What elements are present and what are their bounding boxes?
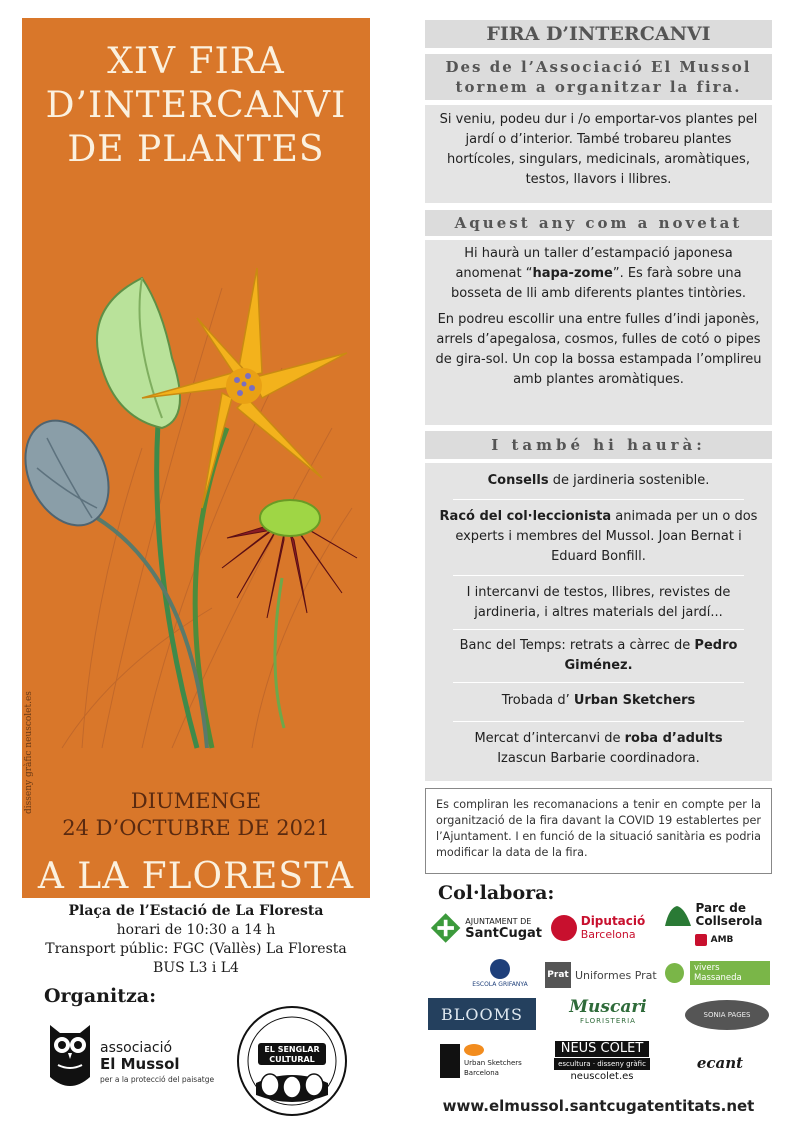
activity-raco: [435, 500, 762, 575]
neus-line-2: escultura · disseny gràfic: [554, 1058, 650, 1070]
header-fira: FIRA D’INTERCANVI: [425, 20, 772, 48]
muscari-logo: [548, 996, 668, 1032]
uniformes-prat-logo: [545, 960, 657, 990]
header-novetat: Aquest any com a novetat: [425, 210, 772, 236]
novetat-box: [425, 240, 772, 425]
poster-title-line-3: DE PLANTES: [67, 129, 325, 170]
poster-date-line-1: DIUMENGE: [130, 789, 262, 813]
activity-urban-text: Trobada d’: [501, 693, 574, 708]
ajuntament-santcugat-logo: [430, 908, 542, 948]
activity-banc-bold: Pedro Giménez.: [564, 638, 738, 673]
mussol-name-line-2: El Mussol: [100, 1055, 180, 1073]
massaneda-label: vivers Massaneda: [690, 961, 770, 985]
urban-sketchers-logo: [440, 1042, 530, 1080]
venue: Plaça de l’Estació de La Floresta: [68, 903, 324, 919]
poster-title-line-1: XIV FIRA: [107, 41, 285, 82]
bus: BUS L3 i L4: [153, 960, 239, 976]
poster: [22, 18, 370, 898]
activity-urban: [435, 683, 762, 721]
massaneda-logo: [665, 962, 770, 984]
amb-icon: [695, 934, 707, 946]
diputacio-line-1: Diputació: [580, 914, 646, 928]
ajuntament-icon: [430, 911, 461, 945]
flowers-illustration: [22, 248, 370, 768]
transport: Transport públic: FGC (Vallès) La Floresta: [45, 941, 347, 957]
prat-badge: Prat: [545, 962, 571, 988]
collserola-line-1: Parc de: [695, 901, 747, 915]
event-info: [22, 902, 370, 978]
muscari-line-2: FLORISTERIA: [580, 1017, 636, 1025]
activity-consells-bold: Consells: [487, 473, 549, 488]
diputacio-line-2: Barcelona: [580, 928, 636, 941]
diputacio-logo: [548, 910, 648, 946]
activity-banc-temps: [435, 630, 762, 682]
activity-mercat-coordinator: Izascun Barbarie coordinadora.: [497, 751, 700, 766]
poster-title-line-2: D’INTERCANVI: [45, 85, 347, 126]
activity-intercanvi: I intercanvi de testos, llibres, revistes de jardineria, i altres materials del jardí...: [466, 585, 731, 620]
novetat-p1-a: Hi haurà un taller d’estampació japonesa anomenat “: [455, 246, 733, 281]
website-link[interactable]: www.elmussol.santcugatentitats.net: [442, 1097, 755, 1115]
poster-date: [22, 788, 370, 842]
escola-label: ESCOLA GRIFANYA: [472, 980, 528, 988]
activity-consells: [435, 469, 762, 499]
senglar-label: [254, 1045, 330, 1065]
activity-mercat-bold: roba d’adults: [624, 731, 723, 746]
header-tambe: I també hi haurà:: [425, 431, 772, 459]
neus-colet-logo: [548, 1040, 656, 1084]
header-mussol: [425, 54, 772, 100]
hours: horari de 10:30 a 14 h: [116, 922, 276, 938]
header-mussol-line-2: tornem a organitzar la fira.: [455, 78, 742, 96]
intro-text: Si veniu, podeu dur i /o emportar-vos plantes pel jardí o d’interior. També trobareu plantes hortícoles, singulars, medicinals, aromàtiques, testos, llavors i llibres.: [439, 112, 758, 187]
novetat-paragraph-1: [435, 244, 762, 304]
design-credit: disseny gràfic neuscolet.es: [24, 691, 34, 815]
blooms-logo: BLOOMS: [428, 998, 536, 1030]
mussol-name-line-1: associació: [100, 1040, 173, 1056]
escola-icon: [490, 959, 510, 979]
activity-consells-text: de jardineria sostenible.: [548, 473, 710, 488]
escola-logo: [465, 955, 535, 991]
collabora-heading: Col·labora:: [438, 882, 555, 904]
intro-box: [425, 105, 772, 203]
activity-raco-bold: Racó del col·leccionista: [439, 509, 612, 524]
senglar-label-line-2: CULTURAL: [269, 1055, 315, 1064]
ajuntament-line-1: AJUNTAMENT DE: [465, 917, 532, 926]
urban-sketchers-mark: [464, 1044, 484, 1056]
organitza-heading: Organitza:: [44, 985, 157, 1007]
activity-mercat: [435, 722, 762, 749]
ecant-logo: ecant: [696, 1054, 744, 1072]
poster-title: [22, 40, 370, 172]
ajuntament-line-2: SantCugat: [465, 926, 542, 941]
activities-box: [425, 463, 772, 781]
urban-line-1: Urban Sketchers: [464, 1059, 522, 1067]
mussol-tagline: per a la protecció del paisatge: [100, 1075, 215, 1084]
collserola-logo: [655, 900, 770, 930]
novetat-p1-c: ”. Es farà sobre una bosseta de lli amb diferents plantes tintòries.: [451, 266, 746, 301]
activity-raco-text: animada per un o dos experts i membres del Mussol. Joan Bernat i Eduard Bonfill.: [455, 509, 758, 564]
senglar-label-line-1: EL SENGLAR: [264, 1045, 320, 1054]
diputacio-icon: [551, 915, 577, 941]
muscari-line-1: Muscari: [569, 997, 647, 1017]
sonia-pages-logo: SONIA PAGES: [685, 1000, 769, 1030]
massaneda-icon: [665, 963, 684, 983]
covid-notice: Es compliran les recomanacions a tenir en compte per la organització de la fira davant la COVID 19 establertes per l’Ajuntament. I en funció de la situació sanitària es podria modificar la data de la fira.: [425, 788, 772, 874]
neus-line-1: NEUS COLET: [555, 1041, 650, 1057]
collserola-icon: [663, 902, 693, 928]
neus-line-3: neuscolet.es: [570, 1071, 634, 1082]
collserola-line-2: Collserola: [695, 914, 763, 928]
poster-date-line-2: 24 D’OCTUBRE DE 2021: [62, 816, 330, 840]
urban-sketchers-icon: [440, 1044, 460, 1078]
amb-label: AMB: [710, 935, 734, 945]
activity-banc-text: Banc del Temps: retrats a càrrec de: [459, 638, 695, 653]
urban-line-2: Barcelona: [464, 1069, 499, 1077]
header-mussol-line-1: Des de l’Associació El Mussol: [445, 58, 752, 76]
uniformes-label: Uniformes Prat: [575, 968, 657, 982]
activity-mercat-text: Mercat d’intercanvi de: [474, 731, 625, 746]
amb-logo: [658, 932, 770, 948]
poster-place: A LA FLORESTA: [37, 856, 355, 897]
novetat-paragraph-2: En podreu escollir una entre fulles d’indi japonès, arrels d’apegalosa, cosmos, fulles de cotó o pipes de gira-sol. Un cop la bossa estampada l’omplireu amb plantes aromàtiques.: [435, 312, 762, 387]
hapa-zome: hapa-zome: [532, 266, 613, 281]
activity-urban-bold: Urban Sketchers: [573, 693, 696, 708]
